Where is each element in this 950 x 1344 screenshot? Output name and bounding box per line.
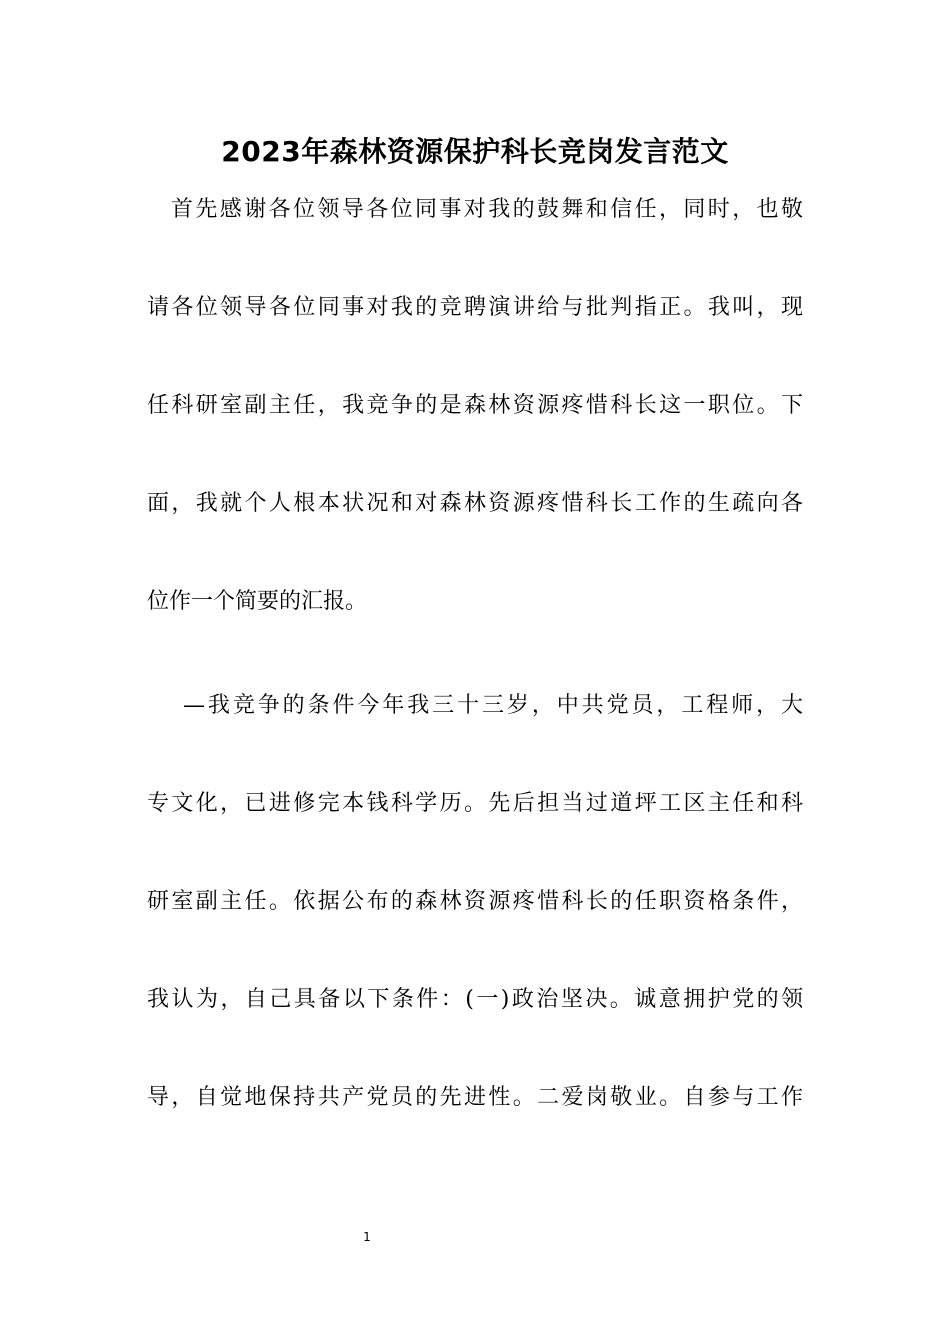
paragraph-line: 我认为，自己具备以下条件：(一)政治坚决。诚意拥护党的领	[147, 987, 806, 1012]
paragraph-line: 位作一个简要的汇报。	[147, 589, 368, 614]
paragraph-line: 导，自觉地保持共产党员的先进性。二爱岗敬业。自参与工作	[147, 1085, 806, 1110]
paragraph-line: 任科研室副主任，我竞争的是森林资源疼惜科长这一职位。下	[147, 393, 806, 418]
document-title: 2023年森林资源保护科长竞岗发言范文	[221, 135, 729, 168]
paragraph-line: 研室副主任。依据公布的森林资源疼惜科长的任职资格条件，	[147, 889, 806, 914]
paragraph-line: 首先感谢各位领导各位同事对我的鼓舞和信任，同时，也敬	[171, 197, 806, 222]
paragraph-line: 专文化，已进修完本钱科学历。先后担当过道坪工区主任和科	[147, 791, 806, 816]
page-number: 1	[363, 1230, 371, 1244]
paragraph-line: 请各位领导各位同事对我的竞聘演讲给与批判指正。我叫，现	[147, 295, 806, 320]
paragraph-line: 面，我就个人根本状况和对森林资源疼惜科长工作的生疏向各	[147, 491, 806, 516]
paragraph-line: —我竞争的条件今年我三十三岁，中共党员，工程师，大	[183, 693, 806, 718]
